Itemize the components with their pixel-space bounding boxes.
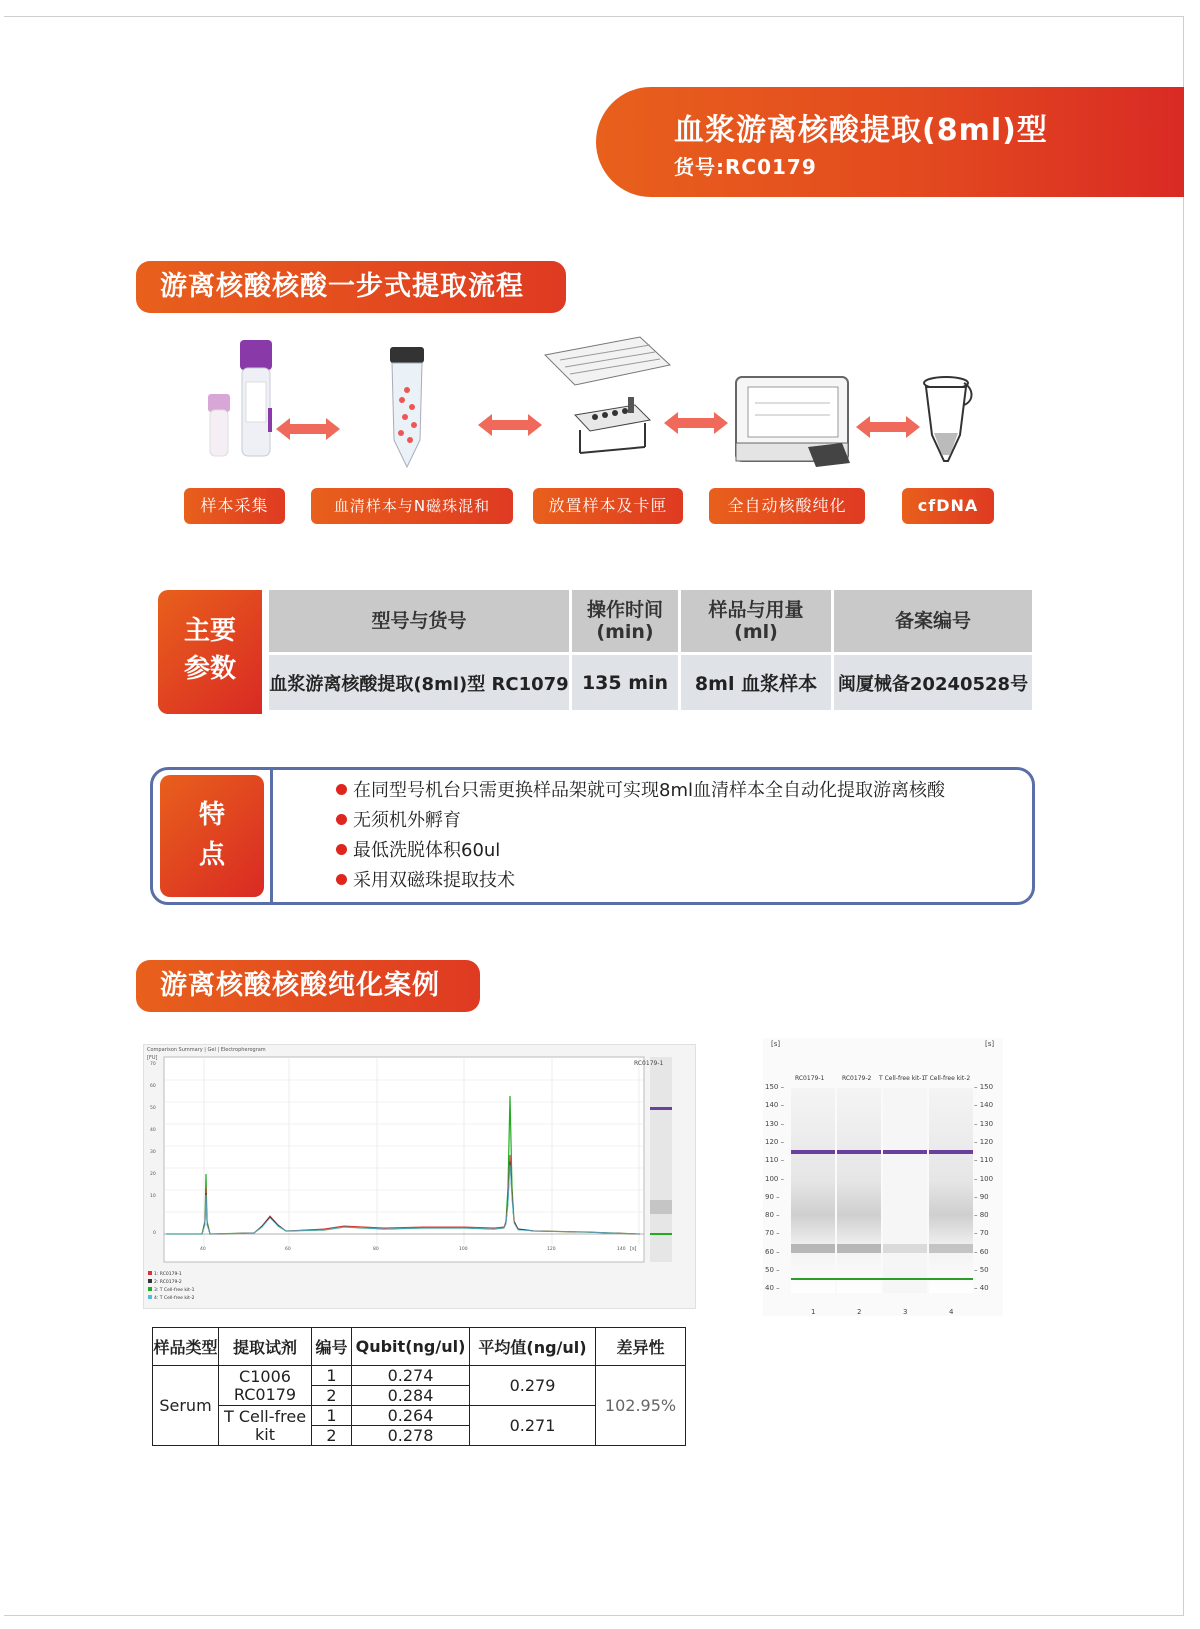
- gel-tick: – 130: [974, 1119, 994, 1128]
- y-tick: 0: [153, 1231, 156, 1236]
- col-sample-type: 样品类型: [153, 1328, 219, 1366]
- y-axis-unit: [FU]: [147, 1055, 158, 1061]
- params-header-record: 备案编号: [834, 590, 1032, 652]
- gel-image: [763, 1038, 1003, 1316]
- params-header-model: 型号与货号: [269, 590, 569, 652]
- cell-qubit: 0.284: [352, 1386, 470, 1406]
- cell-qubit: 0.274: [352, 1366, 470, 1386]
- product-sku: 货号:RC0179: [674, 155, 817, 179]
- x-tick: 100: [459, 1247, 468, 1252]
- blood-tube-icon: [200, 330, 280, 460]
- gel-lane-name: RC0179-1: [795, 1075, 825, 1082]
- cell-average-a: 0.279: [470, 1366, 596, 1406]
- gel-tick: – 110: [974, 1156, 994, 1165]
- x-tick: 120: [547, 1247, 556, 1252]
- section-title-flow: 游离核酸核酸一步式提取流程: [136, 261, 566, 313]
- params-badge: [158, 590, 262, 714]
- cell-reagent-a: C1006 RC0179: [219, 1366, 312, 1406]
- centrifuge-tube-icon: [382, 345, 432, 470]
- instrument-icon: [730, 373, 860, 473]
- cell-difference: 102.95%: [596, 1366, 686, 1446]
- gel-unit-left: [s]: [771, 1040, 781, 1048]
- gel-tick: 110 –: [765, 1156, 785, 1165]
- feature-item: 无须机外孵育: [336, 806, 945, 836]
- y-tick: 10: [150, 1194, 156, 1199]
- legend-item: 2: RC0179-2: [148, 1279, 194, 1287]
- params-header-sample: 样品与用量 (ml): [681, 590, 831, 652]
- y-tick: 50: [150, 1106, 156, 1111]
- electropherogram: [143, 1044, 696, 1309]
- gel-tick: – 80: [974, 1211, 989, 1220]
- electropherogram-plot: [144, 1045, 697, 1310]
- feature-item: 采用双磁珠提取技术: [336, 866, 945, 896]
- cell-id: 2: [312, 1426, 352, 1446]
- gel-lane-number: 1: [811, 1308, 816, 1316]
- feature-item: 最低洗脱体积60ul: [336, 836, 945, 866]
- y-tick: 40: [150, 1128, 156, 1133]
- gel-tick: 140 –: [765, 1101, 785, 1110]
- gel-tick: 50 –: [765, 1266, 780, 1274]
- bullet-icon: [336, 874, 347, 885]
- x-tick: 80: [373, 1247, 379, 1252]
- cell-sample-type: Serum: [153, 1366, 219, 1446]
- gel-tick: 90 –: [765, 1192, 780, 1201]
- params-table: [266, 590, 1035, 710]
- electropherogram-tabs: Comparison Summary | Gel | Electropherogram: [147, 1047, 266, 1053]
- params-badge-line1: 主要: [183, 616, 236, 646]
- gel-tick: – 60: [974, 1247, 989, 1256]
- flow-step-label: 放置样本及卡匣: [533, 488, 683, 524]
- y-tick: 60: [150, 1084, 156, 1089]
- bullet-icon: [336, 814, 347, 825]
- cell-id: 1: [312, 1366, 352, 1386]
- gel-tick: 60 –: [765, 1247, 780, 1256]
- y-tick: 70: [150, 1062, 156, 1067]
- double-arrow-icon: [856, 416, 920, 438]
- cell-reagent-b: T Cell-free kit: [219, 1406, 312, 1446]
- col-reagent: 提取试剂: [219, 1328, 312, 1366]
- flow-step-label: 血清样本与N磁珠混和: [311, 488, 513, 524]
- cell-qubit: 0.278: [352, 1426, 470, 1446]
- gel-tick: – 40: [974, 1284, 989, 1293]
- bullet-icon: [336, 784, 347, 795]
- sample-rack-icon: [540, 335, 675, 465]
- section-title-case: 游离核酸核酸纯化案例: [136, 960, 480, 1012]
- col-difference: 差异性: [596, 1328, 686, 1366]
- gel-tick: – 70: [974, 1229, 989, 1238]
- gel-tick: – 50: [974, 1266, 989, 1274]
- gel-tick: 130 –: [765, 1119, 785, 1128]
- microtube-icon: [920, 375, 976, 465]
- gel-lane-number: 2: [857, 1308, 862, 1316]
- double-arrow-icon: [478, 414, 542, 436]
- x-tick: 60: [285, 1247, 291, 1252]
- gel-tick: 120 –: [765, 1137, 785, 1146]
- product-title: 血浆游离核酸提取(8ml)型: [674, 113, 1048, 148]
- gel-lane-number: 3: [903, 1308, 908, 1316]
- gel-tick: 150 –: [765, 1083, 785, 1091]
- double-arrow-icon: [664, 412, 728, 434]
- gel-tick: 100 –: [765, 1174, 785, 1183]
- gel-tick: – 150: [974, 1083, 994, 1091]
- features-badge: [160, 775, 264, 897]
- col-qubit: Qubit(ng/ul): [352, 1328, 470, 1366]
- qubit-table: [152, 1327, 686, 1446]
- gel-tick: – 90: [974, 1192, 989, 1201]
- flow-step-label: 样本采集: [184, 488, 285, 524]
- cell-average-b: 0.271: [470, 1406, 596, 1446]
- params-record: 闽厦械备20240528号: [834, 652, 1032, 710]
- params-time: 135 min: [572, 652, 678, 710]
- gel-lane-number: 4: [949, 1308, 954, 1316]
- gel-tick: 40 –: [765, 1284, 780, 1293]
- features-badge-line1: 特: [198, 800, 225, 830]
- features-divider: [270, 769, 273, 903]
- cell-qubit: 0.264: [352, 1406, 470, 1426]
- gel-tick: – 120: [974, 1137, 994, 1146]
- col-id: 编号: [312, 1328, 352, 1366]
- params-model: 血浆游离核酸提取(8ml)型 RC1079: [269, 652, 569, 710]
- gel-lanes: [763, 1038, 1003, 1316]
- gel-unit-right: [s]: [985, 1040, 995, 1048]
- cell-id: 2: [312, 1386, 352, 1406]
- gel-lane-name: T Cell-free kit-2: [924, 1075, 971, 1082]
- gel-tick: – 140: [974, 1101, 994, 1110]
- feature-item: 在同型号机台只需更换样品架就可实现8ml血清样本全自动化提取游离核酸: [336, 776, 945, 806]
- legend-item: 4: T Cell-free kit-2: [148, 1295, 194, 1303]
- gel-tick: 70 –: [765, 1229, 780, 1238]
- gel-lane-name: T Cell-free kit-1: [879, 1075, 926, 1082]
- bullet-icon: [336, 844, 347, 855]
- gel-tick: – 100: [974, 1174, 994, 1183]
- header-banner: [596, 87, 1184, 197]
- y-tick: 30: [150, 1150, 156, 1155]
- legend-item: 1: RC0179-1: [148, 1271, 194, 1279]
- double-arrow-icon: [276, 418, 340, 440]
- cell-id: 1: [312, 1406, 352, 1426]
- x-tick: 40: [200, 1247, 206, 1252]
- features-badge-line2: 点: [198, 840, 225, 870]
- features-list: [336, 776, 945, 896]
- col-average: 平均值(ng/ul): [470, 1328, 596, 1366]
- params-sample: 8ml 血浆样本: [681, 652, 831, 710]
- y-tick: 20: [150, 1172, 156, 1177]
- x-axis-unit: [s]: [630, 1246, 637, 1252]
- electropherogram-legend: [148, 1271, 194, 1303]
- legend-item: 3: T Cell-free kit-1: [148, 1287, 194, 1295]
- x-tick: 140: [617, 1247, 626, 1252]
- flow-step-label: 全自动核酸纯化: [709, 488, 865, 524]
- params-badge-line2: 参数: [183, 654, 236, 684]
- flow-step-label: cfDNA: [902, 488, 994, 524]
- gel-lane-name: RC0179-2: [842, 1075, 872, 1082]
- params-header-time: 操作时间 (min): [572, 590, 678, 652]
- gel-tick: 80 –: [765, 1211, 780, 1220]
- electropherogram-sample: RC0179-1: [634, 1060, 664, 1067]
